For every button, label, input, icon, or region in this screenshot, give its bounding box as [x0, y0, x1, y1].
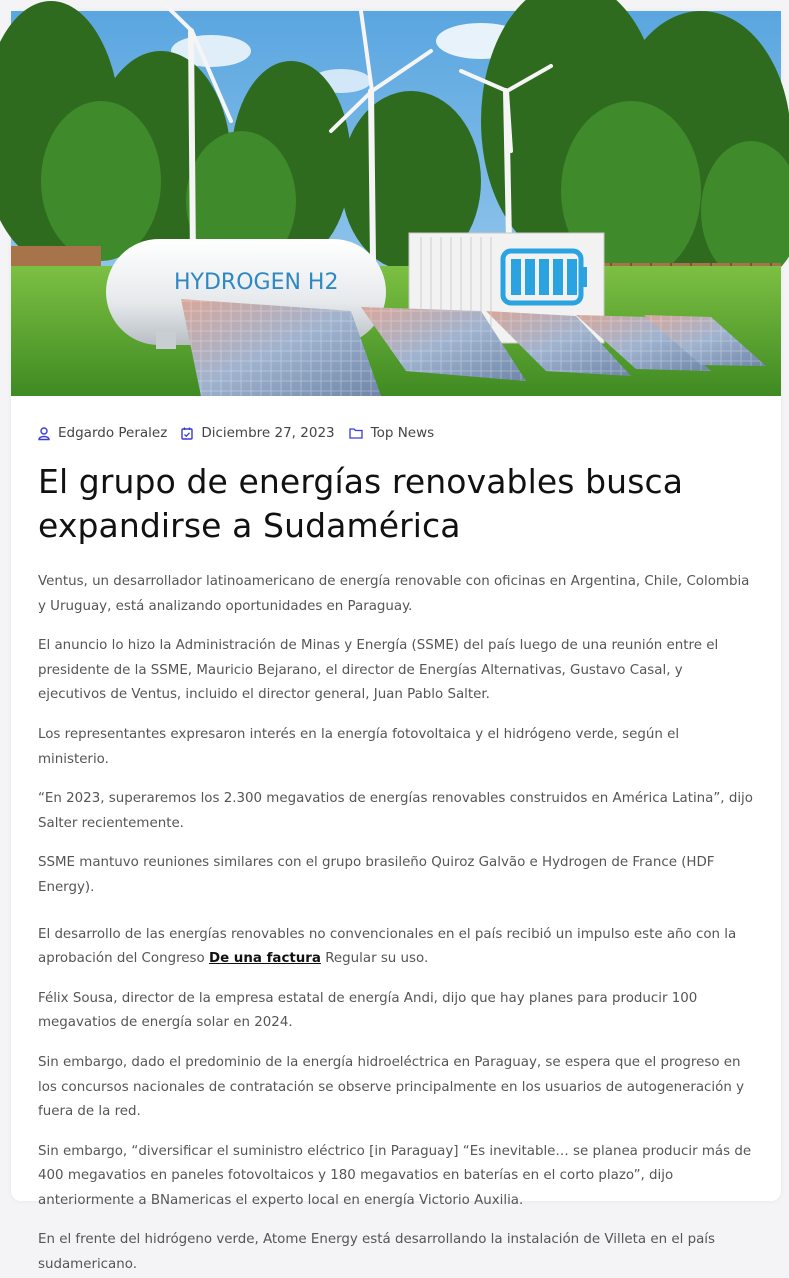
paragraph-3: Los representantes expresaron interés en la energía fotovoltaica y el hidrógeno verde, según el ministerio. — [38, 726, 680, 767]
meta-date — [181, 425, 334, 441]
meta-category[interactable] — [349, 425, 435, 441]
article-content — [11, 423, 781, 1278]
post-date: Diciembre 27, 2023 — [201, 425, 335, 441]
tank-label: HYDROGEN H2 — [174, 270, 339, 295]
article-title: El grupo de energías renovables busca expandirse a Sudamérica — [38, 462, 684, 545]
paragraph-6-text-b: Regular su uso. — [320, 951, 429, 967]
paragraph-8: Sin embargo, dado el predominio de la energía hidroeléctrica en Paraguay, se espera que el progreso en los concursos nacionales de contratación se observe principalmente en los usuarios de autogeneración y fuera de la red. — [38, 1054, 744, 1120]
bill-link[interactable]: De una factura — [208, 951, 321, 967]
hero-image — [11, 11, 781, 396]
meta-author[interactable] — [38, 425, 167, 441]
paragraph-9: Sin embargo, “diversificar el suministro eléctrico [in Paraguay] “Es inevitable… se planea producir más de 400 megavatios en paneles fotovoltaicos y 180 megavatios en baterías en el corto plazo”, dijo anteriormente a BNamericas el experto local en energía Victorio Auxilia. — [38, 1143, 752, 1208]
paragraph-1: Ventus, un desarrollador latinoamericano de energía renovable con oficinas en Argentina, Chile, Colombia y Uruguay, está analizando oportunidades en Paraguay. — [38, 574, 750, 614]
article-card — [11, 11, 781, 1273]
category-link[interactable]: Top News — [370, 425, 435, 441]
author-name: Edgardo Peralez — [58, 425, 168, 441]
paragraph-6-text-a: El desarrollo de las energías renovables no convencionales en el país recibió un impulso este año con la aprobación del Congreso — [38, 926, 737, 967]
paragraph-6 — [38, 923, 754, 972]
paragraph-4: “En 2023, superaremos los 2.300 megavatios de energías renovables construidos en América Latina”, dijo Salter recientemente. — [38, 791, 753, 831]
article-body — [38, 570, 754, 1278]
calendar-check-icon — [181, 427, 193, 440]
paragraph-10: En el frente del hidrógeno verde, Atome Energy está desarrollando la instalación de Villeta en el país sudamericano. — [38, 1232, 715, 1273]
post-meta — [38, 423, 754, 443]
paragraph-2: El anuncio lo hizo la Administración de Minas y Energía (SSME) del país luego de una reunión entre el presidente de la SSME, Mauricio Bejarano, el director de Energías Alternativas, Gustavo Casal, y ejecutivos de Ventus, incluido el director general, Juan Pablo Salter. — [38, 638, 719, 703]
user-icon — [38, 427, 50, 440]
folder-icon — [349, 427, 363, 439]
paragraph-7: Félix Sousa, director de la empresa estatal de energía Andi, dijo que hay planes para producir 100 megavatios de energía solar en 2024. — [38, 990, 698, 1031]
paragraph-5: SSME mantuvo reuniones similares con el grupo brasileño Quiroz Galvão e Hydrogen de France (HDF Energy). — [38, 855, 715, 895]
